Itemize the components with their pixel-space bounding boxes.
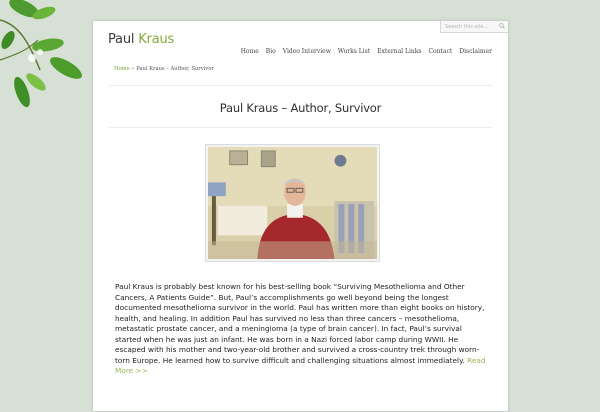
search-icon[interactable] [499,23,505,29]
nav-disclaimer[interactable]: Disclaimer [459,48,492,55]
leaves-decoration [0,0,100,120]
nav-works-list[interactable]: Works List [337,48,371,55]
breadcrumb-home[interactable]: Home [114,66,130,72]
breadcrumb-current: Paul Kraus – Author, Survivor [136,66,214,72]
search-placeholder: Search this site... [445,24,489,30]
logo-first: Paul [108,32,135,47]
divider-top [109,85,492,86]
page-title: Paul Kraus – Author, Survivor [219,101,382,115]
author-portrait-image [208,147,377,259]
nav-external-links[interactable]: External Links [377,48,422,55]
page-container [92,20,509,412]
nav-home[interactable]: Home [240,48,259,55]
author-photo [205,144,380,262]
nav-contact[interactable]: Contact [428,48,453,55]
bio-text: Paul Kraus is probably best known for his best-selling book “Surviving Mesothelioma and Other Cancers, A Patients Guide”. But, Paul’s accomplishments go well beyond being the longest documented mesothelioma survivor in the world. Paul has written more than eight books on history, health, and healing. In addition Paul has survived no less than three cancers – mesothelioma, metastatic prostate cancer, and a meningioma (a type of brain cancer). In fact, Paul’s survival started when he was just an infant. He was born in a Nazi forced labor camp during WWII. He escaped with his mother and two-year-old brother and survived a cross-country trek through worn-torn Europe. He learned how to survive difficult and challenging situations almost immediately. [115,282,485,365]
site-logo[interactable] [108,32,174,47]
main-nav [241,48,492,55]
bio-paragraph [115,282,490,377]
logo-second: Kraus [138,32,175,47]
read-more-link[interactable]: Read More >> [115,355,486,375]
divider-bottom [109,127,492,128]
breadcrumb-separator: » [131,66,135,72]
search-input[interactable] [440,21,508,33]
nav-bio[interactable]: Bio [265,48,276,55]
breadcrumb [114,66,214,72]
nav-video-interview[interactable]: Video Interview [282,48,331,55]
